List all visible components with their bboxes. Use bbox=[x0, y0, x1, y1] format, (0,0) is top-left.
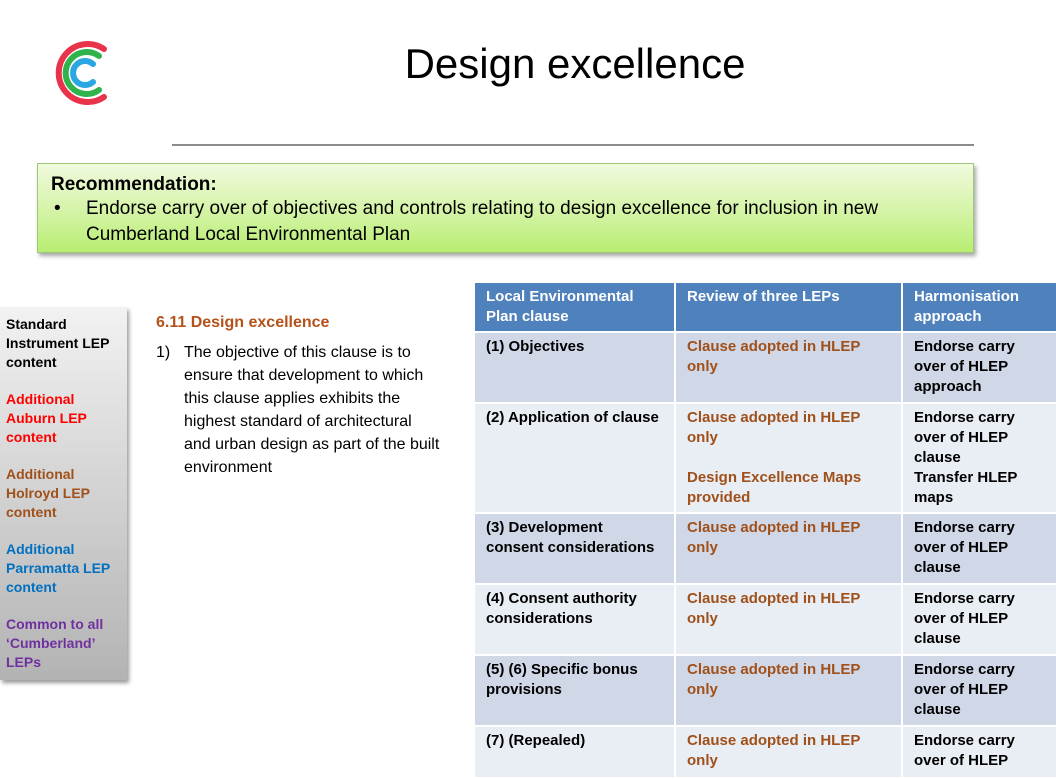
table-cell-approach bbox=[902, 726, 1056, 778]
table-row bbox=[475, 584, 1056, 655]
review-line: Clause adopted in HLEP only bbox=[687, 338, 861, 375]
legend-item-holroyd: Additional Holroyd LEP content bbox=[6, 466, 90, 520]
recommendation-heading: Recommendation: bbox=[51, 174, 217, 195]
table-cell-clause: (1) Objectives bbox=[475, 332, 675, 403]
table-cell-review bbox=[675, 584, 902, 655]
table-cell-approach bbox=[902, 332, 1056, 403]
approach-line: Endorse carry over of HLEP clause bbox=[914, 519, 1015, 576]
table-cell-review bbox=[675, 655, 902, 726]
table-cell-clause: (2) Application of clause bbox=[475, 403, 675, 513]
table-cell-approach bbox=[902, 655, 1056, 726]
table-row bbox=[475, 332, 1056, 403]
table-row bbox=[475, 403, 1056, 513]
table-row bbox=[475, 655, 1056, 726]
clause-heading: 6.11 Design excellence bbox=[156, 314, 330, 331]
slide-title: Design excellence bbox=[404, 40, 746, 87]
review-line: Clause adopted in HLEP only bbox=[687, 590, 861, 627]
title-divider bbox=[172, 144, 974, 146]
clause-number: 1) bbox=[156, 344, 171, 361]
review-line: Clause adopted in HLEP only bbox=[687, 661, 861, 698]
column-header: Harmonisation approach bbox=[902, 283, 1056, 332]
table-cell-clause: (4) Consent authority considerations bbox=[475, 584, 675, 655]
table-cell-approach bbox=[902, 403, 1056, 513]
recommendation-box bbox=[37, 163, 974, 253]
table-cell-clause: (7) (Repealed) bbox=[475, 726, 675, 778]
approach-line: Transfer HLEP maps bbox=[914, 469, 1018, 506]
table-row bbox=[475, 513, 1056, 584]
approach-line: Endorse carry over of HLEP approach bbox=[914, 338, 1015, 395]
review-line: Clause adopted in HLEP only bbox=[687, 732, 861, 769]
table-cell-review bbox=[675, 403, 902, 513]
clause-body: The objective of this clause is to ensure that development to which this clause applies exhibits the highest standard of architectural and urban design as part of the built environment bbox=[184, 344, 440, 476]
bullet: • bbox=[54, 198, 61, 219]
approach-line: Endorse carry over of HLEP clause bbox=[914, 409, 1015, 466]
clause-paragraph bbox=[156, 341, 441, 479]
recommendation-item bbox=[51, 196, 961, 248]
harmonisation-table bbox=[475, 283, 1056, 779]
table-cell-review bbox=[675, 513, 902, 584]
approach-line: Endorse carry over of HLEP clause bbox=[914, 590, 1015, 647]
review-line: Clause adopted in HLEP only bbox=[687, 409, 861, 446]
table-cell-clause: (3) Development consent considerations bbox=[475, 513, 675, 584]
table-cell-approach bbox=[902, 584, 1056, 655]
table-cell-clause: (5) (6) Specific bonus provisions bbox=[475, 655, 675, 726]
legend-panel bbox=[0, 307, 127, 680]
legend-item-common: Common to all ‘Cumberland’ LEPs bbox=[6, 616, 104, 670]
column-header: Review of three LEPs bbox=[675, 283, 902, 332]
legend-item-auburn: Additional Auburn LEP content bbox=[6, 391, 87, 445]
table-row bbox=[475, 726, 1056, 778]
review-line: Clause adopted in HLEP only bbox=[687, 519, 861, 556]
legend-item-parramatta: Additional Parramatta LEP content bbox=[6, 541, 111, 595]
table-cell-review bbox=[675, 726, 902, 778]
table-header-row bbox=[475, 283, 1056, 332]
review-line: Design Excellence Maps provided bbox=[687, 469, 862, 506]
recommendation-text: Endorse carry over of objectives and controls relating to design excellence for inclusion in new Cumberland Local Environmental Plan bbox=[86, 198, 879, 245]
approach-line: Endorse carry over of HLEP bbox=[914, 732, 1015, 769]
legend-item-standard: Standard Instrument LEP content bbox=[6, 316, 110, 370]
table-cell-review bbox=[675, 332, 902, 403]
approach-line: Endorse carry over of HLEP clause bbox=[914, 661, 1015, 718]
column-header: Local Environmental Plan clause bbox=[475, 283, 675, 332]
table-cell-approach bbox=[902, 513, 1056, 584]
